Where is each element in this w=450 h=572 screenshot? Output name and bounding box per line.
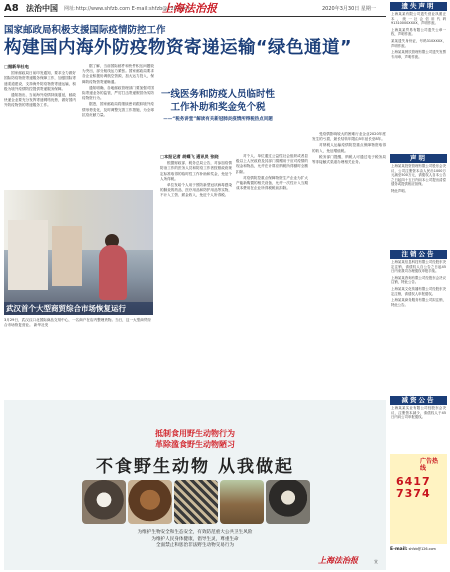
raccoon-dog-image (82, 480, 126, 524)
paragraph: 国家邮政局日前印发通知，要求全力做好国际防疫物资寄递服务保障工作，加强国际寄递渠道建设，支持海外防疫物资寄递运输，积极为境外疫情防控提供寄递服务保障。 (4, 71, 76, 91)
email-label: E-mail: (390, 547, 408, 552)
statement-body (390, 163, 447, 197)
article-byline: □据新华社电 (4, 64, 29, 69)
issue-date: 2020年3月30日 星期一 (322, 6, 376, 12)
notice-item: 某某遗失身份证，号码310XXXX，声明作废。 (391, 38, 446, 48)
ad-hotline-box (390, 454, 447, 544)
header-url: 网址:http://www.shfzb.com E-mail:shfzb@126.com (64, 6, 190, 12)
paragraph: 据了解，当前国际邮件和快件积压问题较为突出，部分航线运力紧张。国家邮政局要求各企业积极协调航空资源，加大运力投入，保障防疫物资寄递畅通。 (82, 64, 154, 84)
article-column-2 (82, 64, 154, 190)
ad-footer-line: 为维护人民身体健康，倡导生灵，尊重生命 (151, 536, 239, 542)
article-column-3 (160, 154, 232, 390)
ad-paper-logo: 上海法治报 (318, 555, 358, 565)
paragraph: 对个人、单位通过公益性社会组织或者县级以上人民政府及其部门捐赠用于应对疫情的现金和物品，允许在计算应纳税所得额时全额扣除。 (236, 154, 308, 174)
page-number: A8 (4, 3, 19, 14)
ad-line-2: 革除滥食野生动物陋习 (155, 440, 235, 449)
deregistration-body (390, 259, 447, 310)
paragraph: 通知指出，当前海外疫情持续蔓延，邮政快递企业要充分发挥寄递网络优势，做好国内外防疫物资的寄递服务工作。 (4, 93, 76, 108)
photo-person (99, 245, 127, 300)
sidebar-footer (390, 547, 447, 553)
paragraph: 根据财政部、税务总局公告，对参加疫情防治工作的医务人员和防疫工作者按照政府规定标准取得的临时性工作补助和奖金，免征个人所得税。 (160, 161, 232, 181)
capital-reduction-box (390, 396, 447, 423)
side-article-subheadline: ——“税务讲堂”解读有关新冠肺炎疫情所得税热点问题 (163, 117, 273, 122)
article-kicker: 国家邮政局积极支援国际疫情防控工作 (4, 25, 166, 36)
paragraph: 据悉，国家邮政局将继续密切跟踪境外疫情形势变化，及时调整完善工作措施，为全球抗疫贡献力量。 (82, 102, 154, 117)
capital-reduction-title: 减资公告 (390, 396, 447, 405)
public-service-ad (4, 400, 386, 570)
deregistration-title: 注销公告 (390, 250, 447, 259)
notice-item: 上海某某信息科技有限公司经股东决定注销，请债权人自公告之日起45日内来我司办理债权申报手续。 (391, 260, 446, 274)
paper-logo: 上海法治报 (162, 2, 217, 15)
hotline-number: 64177374 (396, 475, 431, 500)
animal-photos (82, 480, 310, 526)
side-article-headline: 一线医务和防疫人员临时性工作补助和奖金免个税 (160, 89, 275, 113)
page-header (4, 2, 446, 16)
photo-caption: 武汉首个大型商贸综合市场恢复运行 (4, 302, 153, 315)
paragraph: 对纳税人运输疫情防控重点保障物资取得的收入，免征增值税。 (312, 143, 386, 153)
deregistration-box (390, 250, 447, 310)
ad-footer-line: 全面禁止和惩治非法野生动物交易行为 (155, 543, 235, 548)
capital-reduction-body (390, 405, 447, 423)
notice-item: 上海某某有限公司遗失营业执照正本，统一社会信用代码91310000XXXX，声明作废。 (391, 12, 446, 26)
photo-clothes-rack (52, 226, 82, 286)
notice-item: 上海某某实业有限公司经股东会决议，注册资本减少，请债权人于45日内向公司申报债权。 (391, 406, 446, 420)
lost-notice-box (390, 2, 447, 62)
article-column-5 (312, 132, 386, 390)
statement-box (390, 154, 447, 197)
section-name: 法治中国 (26, 4, 58, 13)
paragraph: 税务部门提醒，纳税人可通过电子税务局等非接触式渠道办理相关业务。 (312, 154, 386, 165)
paragraph: 通知明确，各地邮政管理部门要加强对国际寄递业务的监管，严厉打击寄递假冒伪劣防疫物资行为。 (82, 85, 154, 101)
paragraph: 受疫情影响较大的困难行业企业2020年度发生的亏损，最长结转年限由5年延长至8年。 (312, 132, 386, 142)
pangolin-image (174, 480, 218, 524)
lost-notice-body (390, 11, 447, 62)
paragraph: 单位发给个人用于预防新型冠状病毒感染的肺炎的药品、医疗用品和防护用品等实物，不计入工资、薪金收入，免征个人所得税。 (160, 183, 232, 198)
email-address: shfzb@126.com (408, 547, 436, 551)
notice-item: 上海某某咨询有限公司经股东会决议注销，特此公告。 (391, 275, 446, 285)
article-column-4 (236, 154, 308, 390)
paragraph: 对疫情防控重点保障物资生产企业为扩大产能新购置的相关设备，允许一次性计入当期成本费用在企业所得税税前扣除。 (236, 175, 308, 191)
header-rule (4, 16, 386, 17)
notice-item: 上海某某文化传播有限公司经股东决定注销，请债权人申报债权。 (391, 286, 446, 296)
article-headline: 构建国内海外防疫物资寄递运输“绿色通道” (4, 38, 353, 58)
statement-title: 声明 (390, 154, 447, 163)
ad-footer-text (4, 530, 386, 550)
photo-credit: 3月29日，武汉汉口北国际商品交易中心，一名商户在店内整理货物。当日，这一大型商贸综合市场恢复营业。 新华社发 (4, 318, 152, 327)
hotline-title: 广告热线 (420, 458, 439, 472)
notice-item: 特此声明。 (391, 188, 408, 193)
ad-slogan: 不食野生动物 从我做起 (96, 457, 294, 477)
side-byline: □本报记者 胡蝶飞 通讯员 张晓 (160, 154, 219, 159)
civet-image (266, 480, 310, 524)
ad-line-1: 抵制食用野生动物行为 (155, 429, 235, 438)
deer-image (220, 480, 264, 524)
ad-footer-line: 为维护生物安全和生态安全，有效防范重大公共卫生风险 (137, 530, 253, 535)
notice-item: 上海某某贸易有限公司遗失公章一枚，声明作废。 (391, 27, 446, 37)
lost-notice-title: 遗失声明 (390, 2, 447, 11)
notice-sidebar (390, 2, 447, 570)
ad-tagline (4, 428, 386, 450)
ad-logo-sub: 宣 (374, 559, 378, 564)
notice-item: 上海某某投资管理有限公司股东会决议，公司注册资本由人民币1000万元减至500万元，请债权人自本公告之日起四十五日内向本公司提出清偿债务或提供相应担保。 (391, 164, 446, 187)
photo-clothes-rack (8, 220, 48, 290)
notice-item: 上海某某餐饮管理有限公司遗失发票专用章，声明作废。 (391, 50, 446, 59)
notice-item: 上海某某商务服务有限公司拟注销，特此公告。 (391, 298, 446, 307)
market-photo (4, 190, 153, 315)
monkey-image (128, 480, 172, 524)
article-column-1 (4, 64, 76, 190)
